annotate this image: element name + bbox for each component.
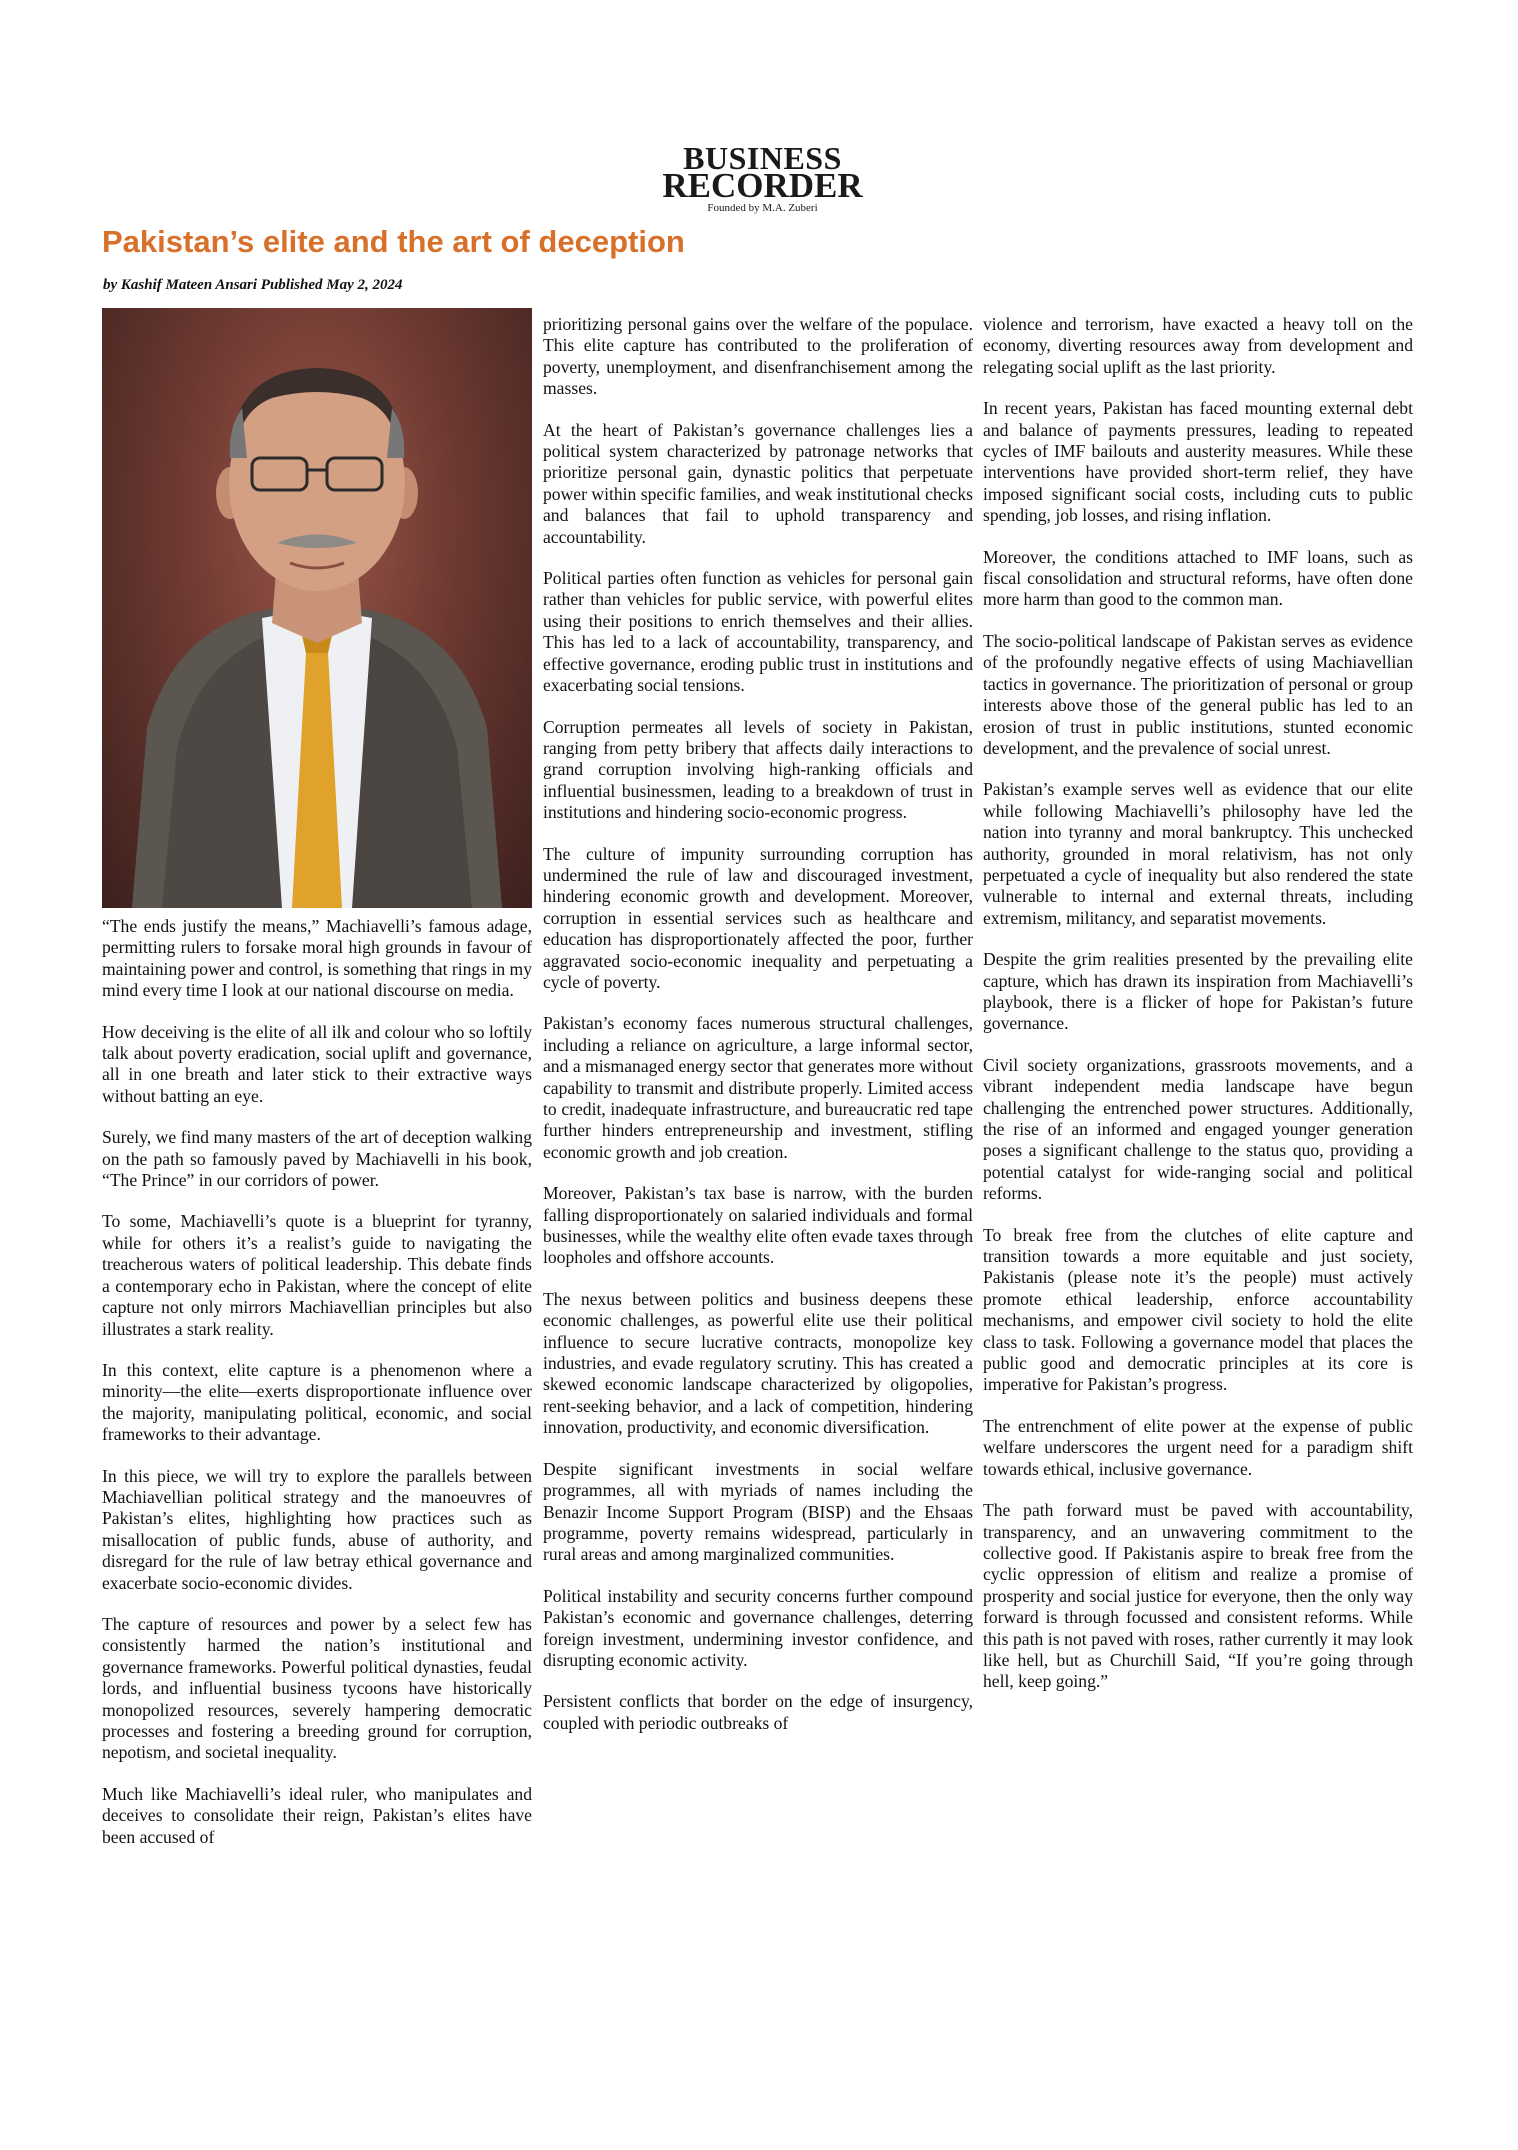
paragraph: Much like Machiavelli’s ideal ruler, who manipulates and deceives to consolidate their reign, Pakistan’s elites have been accused of [102, 1783, 532, 1847]
paragraph: Political instability and security concerns further compound Pakistan’s economic and governance challenges, deterring foreign investment, undermining investor confidence, and disrupting economic activity. [543, 1585, 973, 1670]
masthead-founded: Founded by M.A. Zuberi [707, 202, 818, 214]
article-column-1 [102, 916, 532, 2066]
paragraph: Despite the grim realities presented by the prevailing elite capture, which has drawn its inspiration from Machiavelli’s playbook, there is a flicker of hope for Pakistan’s future governance. [983, 949, 1413, 1034]
article-title: Pakistan’s elite and the art of deception [102, 224, 685, 259]
paragraph: Corruption permeates all levels of society in Pakistan, ranging from petty bribery that affects daily interactions to grand corruption involving high-ranking officials and influential businessmen, leading to a breakdown of trust in institutions and hindering socio-economic progress. [543, 716, 973, 823]
author-portrait-illustration [102, 308, 532, 908]
paragraph: The nexus between politics and business deepens these economic challenges, as powerful elite use their political influence to secure lucrative contracts, monopolize key industries, and evade regulatory scrutiny. This has created a skewed economic landscape characterized by oligopolies, rent-seeking behavior, and a lack of competition, hindering innovation, productivity, and economic diversification. [543, 1288, 973, 1438]
paragraph: The culture of impunity surrounding corruption has undermined the rule of law and discouraged investment, hindering economic growth and development. Moreover, corruption in essential services such as healthcare and education has disproportionately affected the poor, further aggravated socio-economic inequality and perpetuating a cycle of poverty. [543, 843, 973, 992]
masthead-line-1: BUSINESS [683, 140, 842, 176]
paragraph: Despite significant investments in social welfare programmes, all with myriads of names including the Benazir Income Support Program (BISP) and the Ehsaas programme, poverty remains widespread, particularly in rural areas and among marginalized communities. [543, 1458, 973, 1565]
paragraph: To some, Machiavelli’s quote is a blueprint for tyranny, while for others it’s a realist’s guide to navigating the treacherous waters of political leadership. This debate finds a contemporary echo in Pakistan, where the concept of elite capture not only mirrors Machiavellian principles but also illustrates a stark reality. [102, 1211, 532, 1339]
masthead-line-2: RECORDER [662, 166, 863, 205]
paragraph: To break free from the clutches of elite capture and transition towards a more equitable and just society, Pakistanis (please note it’s the people) must actively promote ethical leadership, enforce accountability mechanisms, and empower civil society to hold the elite class to task. Following a governance model that places the public good and democratic principles at its core is imperative for Pakistan’s progress. [983, 1224, 1413, 1395]
paragraph: Political parties often function as vehicles for personal gain rather than vehicles for public service, with powerful elites using their positions to enrich themselves and their allies. This has led to a lack of accountability, transparency, and effective governance, eroding public trust in institutions and exacerbating social tensions. [543, 568, 973, 696]
article-byline: by Kashif Mateen Ansari Published May 2, 2024 [103, 277, 403, 293]
paragraph: In this piece, we will try to explore the parallels between Machiavellian political strategy and the manoeuvres of Pakistan’s elites, highlighting how practices such as misallocation of public funds, abuse of authority, and disregard for the rule of law betray ethical governance and exacerbate socio-economic divides. [102, 1465, 532, 1593]
author-photo [102, 308, 532, 908]
article-column-2 [543, 314, 973, 2074]
paragraph: In recent years, Pakistan has faced mounting external debt and balance of payments pressures, leading to repeated cycles of IMF bailouts and austerity measures. While these interventions have provided short-term relief, they have imposed significant social costs, including cuts to public spending, job losses, and rising inflation. [983, 398, 1413, 526]
paragraph: The socio-political landscape of Pakistan serves as evidence of the profoundly negative effects of using Machiavellian tactics in governance. The prioritization of personal or group interests above those of the general public has led to an erosion of trust in public institutions, stunted economic development, and the prevalence of social unrest. [983, 630, 1413, 758]
paragraph: “The ends justify the means,” Machiavelli’s famous adage, permitting rulers to forsake moral high grounds in favour of maintaining power and control, is something that rings in my mind every time I look at our national discourse on media. [102, 916, 533, 1001]
paragraph: In this context, elite capture is a phenomenon where a minority—the elite—exerts disproportionate influence over the majority, manipulating political, economic, and social frameworks to their advantage. [102, 1359, 532, 1445]
paragraph: At the heart of Pakistan’s governance challenges lies a political system characterized by patronage networks that prioritize personal gain, dynastic politics that perpetuate power within specific families, and weak institutional checks and balances that fail to uphold transparency and accountability. [543, 419, 973, 547]
paragraph: How deceiving is the elite of all ilk and colour who so loftily talk about poverty eradication, social uplift and governance, all in one breath and later stick to their extractive ways without batting an eye. [102, 1021, 532, 1106]
paragraph: Moreover, the conditions attached to IMF loans, such as fiscal consolidation and structural reforms, have often done more harm than good to the common man. [983, 546, 1413, 610]
paragraph: The capture of resources and power by a select few has consistently harmed the nation’s institutional and governance frameworks. Powerful political dynasties, feudal lords, and influential business tycoons have historically monopolized resources, severely hampering democratic processes and fostering a breeding ground for corruption, nepotism, and societal inequality. [102, 1613, 532, 1763]
paragraph: violence and terrorism, have exacted a heavy toll on the economy, diverting resources away from development and relegating social uplift as the last priority. [983, 314, 1413, 377]
paragraph: The path forward must be paved with accountability, transparency, and an unwavering commitment to the collective good. If Pakistanis aspire to break free from the cyclic oppression of elitism and realize a promise of prosperity and social justice for everyone, then the only way forward is through focussed and consistent reforms. While this path is not paved with roses, rather currently it may look like hell, but as Churchill Said, “If you’re going through hell, keep going.” [983, 1500, 1413, 1692]
article-column-3 [983, 314, 1413, 2074]
paragraph: prioritizing personal gains over the welfare of the populace. This elite capture has contributed to the proliferation of poverty, unemployment, and disenfranchisement among the masses. [543, 314, 973, 399]
paragraph: Moreover, Pakistan’s tax base is narrow, with the burden falling disproportionately on salaried individuals and formal businesses, while the wealthy elite often evade taxes through loopholes and offshore accounts. [543, 1183, 973, 1268]
paragraph: Surely, we find many masters of the art of deception walking on the path so famously paved by Machiavelli in his book, “The Prince” in our corridors of power. [102, 1127, 532, 1191]
paragraph: Civil society organizations, grassroots movements, and a vibrant independent media landscape have begun challenging the entrenched power structures. Additionally, the rise of an informed and engaged younger generation poses a significant challenge to the status quo, providing a potential catalyst for wide-ranging social and political reforms. [983, 1054, 1413, 1204]
masthead-logo [640, 140, 885, 214]
paragraph: Pakistan’s example serves well as evidence that our elite while following Machiavelli’s philosophy have led the nation into tyranny and moral bankruptcy. This unchecked authority, grounded in moral relativism, has not only perpetuated a cycle of inequality but also rendered the state vulnerable to internal and external threats, including extremism, militancy, and separatist movements. [983, 779, 1413, 928]
paragraph: The entrenchment of elite power at the expense of public welfare underscores the urgent need for a paradigm shift towards ethical, inclusive governance. [983, 1415, 1413, 1479]
paragraph: Pakistan’s economy faces numerous structural challenges, including a reliance on agriculture, a large informal sector, and a mismanaged energy sector that generates more without capability to transmit and distribute properly. Limited access to credit, inadequate infrastructure, and bureaucratic red tape further hinders entrepreneurship and investment, stifling economic growth and job creation. [543, 1013, 973, 1162]
paragraph: Persistent conflicts that border on the edge of insurgency, coupled with periodic outbreaks of [543, 1691, 973, 1733]
